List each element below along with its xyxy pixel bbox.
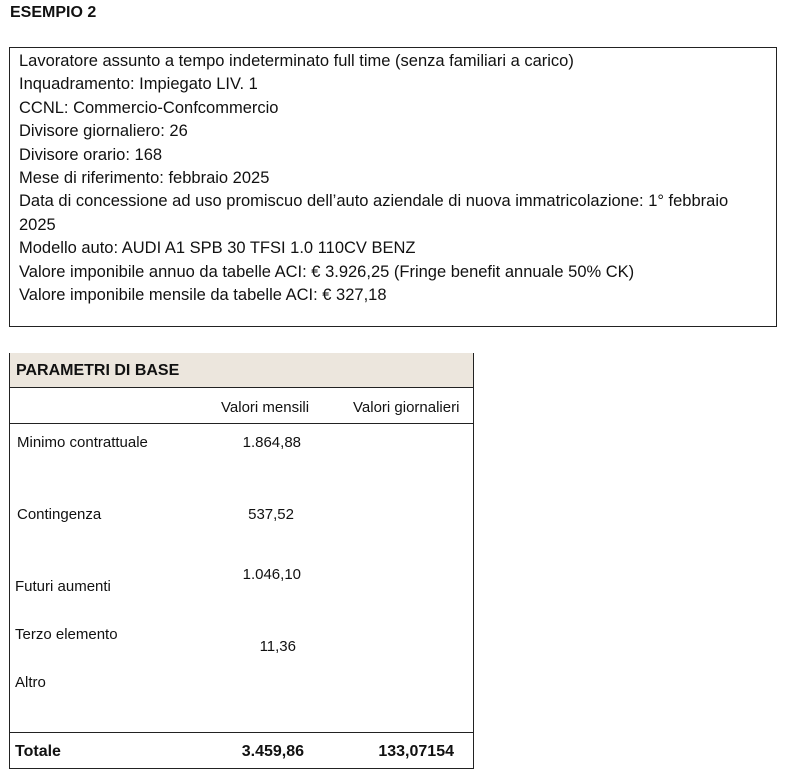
info-line-hourly-divisor: Divisore orario: 168 (19, 145, 163, 164)
row-value-contingenza: 537,52 (248, 506, 294, 523)
info-line-employee: Lavoratore assunto a tempo indeterminato full time (senza familiari a carico) (19, 52, 574, 70)
info-line-reference-month: Mese di riferimento: febbraio 2025 (19, 169, 270, 188)
row-value-futuri-aumenti: 1.046,10 (242, 566, 301, 583)
table-heading: PARAMETRI DI BASE (10, 353, 473, 388)
info-line-car-model: Modello auto: AUDI A1 SPB 30 TFSI 1.0 110CV BENZ (19, 239, 416, 258)
header-divider (10, 423, 473, 424)
total-divider (10, 732, 473, 733)
row-label-altro: Altro (15, 674, 46, 691)
info-line-annual-taxable: Valore imponibile annuo da tabelle ACI: € 3.926,25 (Fringe benefit annuale 50% CK) (19, 262, 635, 281)
info-line-daily-divisor: Divisore giornaliero: 26 (19, 122, 188, 141)
info-line-classification: Inquadramento: Impiegato LIV. 1 (19, 75, 258, 94)
total-label: Totale (15, 743, 61, 760)
base-parameters-table (9, 353, 474, 769)
row-label-terzo-elemento: Terzo elemento (15, 626, 118, 643)
info-line-ccnl: CCNL: Commercio-Confcommercio (19, 98, 279, 117)
row-value-minimo: 1.864,88 (242, 434, 301, 451)
row-label-futuri-aumenti: Futuri aumenti (15, 578, 111, 595)
column-header-daily: Valori giornalieri (353, 399, 460, 416)
info-line-monthly-taxable: Valore imponibile mensile da tabelle ACI: € 327,18 (19, 286, 387, 305)
total-daily: 133,07154 (378, 743, 454, 760)
row-label-minimo: Minimo contrattuale (17, 434, 148, 451)
page-title: ESEMPIO 2 (10, 4, 97, 21)
row-label-contingenza: Contingenza (17, 506, 102, 523)
column-header-monthly: Valori mensili (221, 399, 310, 416)
row-value-terzo-elemento: 11,36 (259, 638, 296, 655)
employee-info-box (9, 47, 777, 327)
info-line-concession-date: Data di concessione ad uso promiscuo dell’auto aziendale di nuova immatricolazione: 1° febbraio 2025 (19, 192, 729, 234)
total-monthly: 3.459,86 (241, 743, 304, 760)
